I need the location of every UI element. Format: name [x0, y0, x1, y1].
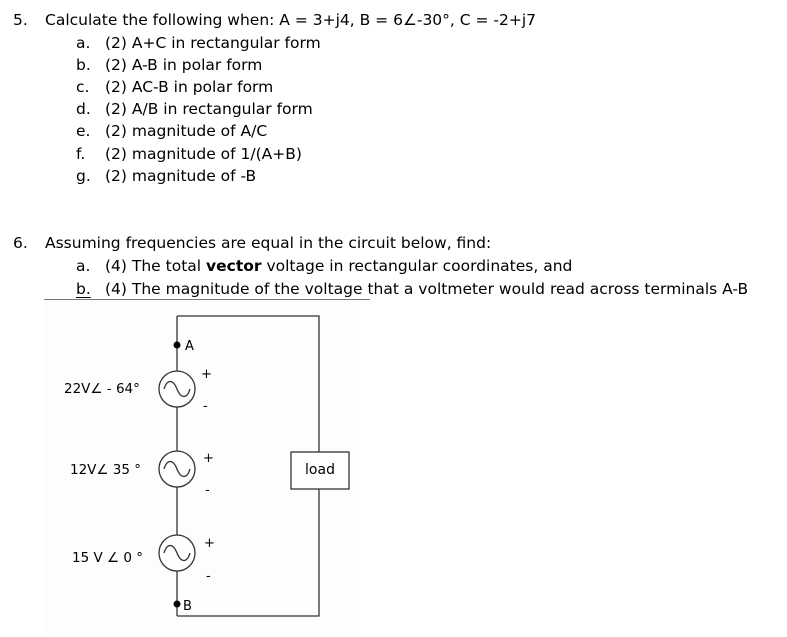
item-text: (2) magnitude of 1/(A+B)	[105, 145, 302, 163]
source-3-label: 15 V ∠ 0 °	[72, 550, 144, 566]
source-2-minus: -	[205, 483, 210, 498]
item-marker: d.	[76, 100, 91, 118]
question-6-a-marker: a.	[76, 257, 91, 275]
item-text: (2) A+C in rectangular form	[105, 34, 321, 52]
source-1-label: 22V∠ - 64°	[64, 381, 140, 397]
item-marker: f.	[76, 145, 86, 163]
load-box	[291, 452, 349, 489]
item-text: (2) AC-B in polar form	[105, 78, 274, 96]
source-1-minus: -	[203, 399, 208, 414]
question-6-a-bold: vector	[206, 257, 262, 275]
item-text: (2) A/B in rectangular form	[105, 100, 313, 118]
terminal-a-dot	[174, 342, 181, 349]
terminal-b-dot	[174, 601, 181, 608]
item-marker: e.	[76, 122, 91, 140]
question-5-number: 5.	[13, 11, 28, 29]
item-marker: a.	[76, 34, 91, 52]
item-text: (2) magnitude of A/C	[105, 122, 268, 140]
source-1-plus: +	[201, 367, 212, 382]
question-6-b-text: (4) The magnitude of the voltage that a voltmeter would read across terminals A-B	[105, 280, 749, 298]
question-6-number: 6.	[13, 234, 28, 252]
source-3-plus: +	[204, 536, 215, 551]
question-6-a-prefix: (4) The total	[105, 257, 207, 275]
source-2-plus: +	[203, 451, 214, 466]
item-marker: b.	[76, 56, 91, 74]
question-6-a-suffix: voltage in rectangular coordinates, and	[261, 257, 573, 275]
item-text: (2) A-B in polar form	[105, 56, 263, 74]
source-3-minus: -	[206, 569, 211, 584]
question-6-stem: Assuming frequencies are equal in the circuit below, find:	[45, 234, 492, 252]
question-5-stem: Calculate the following when: A = 3+j4, B = 6∠-30°, C = -2+j7	[45, 11, 537, 29]
item-marker: g.	[76, 167, 91, 185]
load-label: load	[305, 462, 335, 478]
terminal-a-label: A	[185, 339, 194, 354]
terminal-b-label: B	[183, 599, 192, 614]
question-6-b-marker: b.	[76, 280, 91, 298]
item-marker: c.	[76, 78, 90, 96]
source-2-label: 12V∠ 35 °	[70, 462, 142, 478]
item-text: (2) magnitude of -B	[105, 167, 257, 185]
